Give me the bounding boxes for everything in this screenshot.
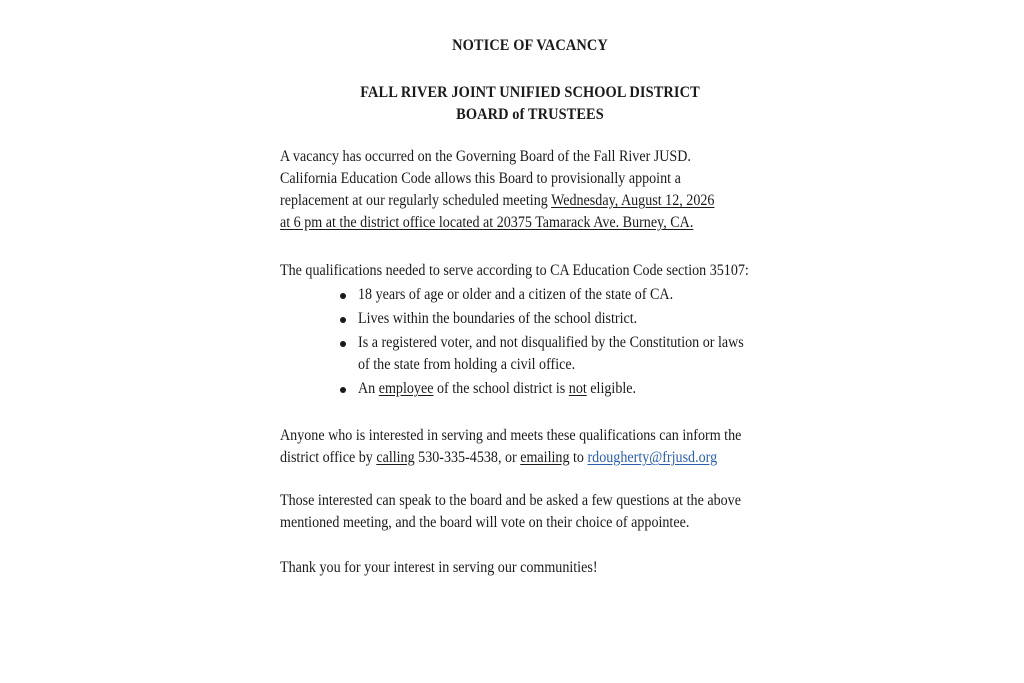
bullet-icon — [340, 341, 346, 347]
list-item-text-continued: of the state from holding a civil office. — [358, 356, 576, 373]
emailing-underlined: emailing — [520, 449, 570, 466]
email-link[interactable]: rdougherty@frjusd.org — [587, 449, 718, 466]
contact-line-2 — [280, 447, 741, 469]
phone-number: 530-335-4538, or — [414, 449, 521, 466]
intro-paragraph — [280, 146, 774, 234]
list-item — [339, 378, 796, 400]
meeting-line-1: Those interested can speak to the board and be asked a few questions at the above — [280, 492, 741, 509]
not-underlined: not — [568, 380, 587, 397]
contact-pre: district office by — [280, 449, 377, 466]
list-item — [339, 332, 796, 376]
calling-underlined: calling — [376, 449, 415, 466]
intro-line-3 — [280, 190, 714, 212]
meeting-date: Wednesday, August 12, 2026 — [551, 192, 715, 209]
list-item-text — [358, 378, 744, 400]
intro-line-2: California Education Code allows this Board to provisionally appoint a — [280, 170, 681, 187]
qualifications-intro-line: The qualifications needed to serve according to CA Education Code section 35107: — [280, 262, 749, 279]
board-name: BOARD of TRUSTEES — [456, 106, 604, 123]
list-item-text: Is a registered voter, and not disqualified by the Constitution or laws — [358, 334, 744, 351]
qualifications-intro — [280, 260, 813, 282]
closing-paragraph — [280, 557, 641, 579]
list-item-text: Lives within the boundaries of the school district. — [358, 310, 638, 327]
eligibility-pre: An — [358, 380, 379, 397]
notice-title: NOTICE OF VACANCY — [452, 37, 608, 54]
employee-underlined: employee — [378, 380, 434, 397]
list-item — [339, 284, 796, 306]
closing-line: Thank you for your interest in serving our communities! — [280, 559, 598, 576]
intro-line-1: A vacancy has occurred on the Governing Board of the Fall River JUSD. — [280, 148, 691, 165]
district-name: FALL RIVER JOINT UNIFIED SCHOOL DISTRICT — [360, 84, 700, 101]
bullet-icon — [340, 387, 346, 393]
eligibility-post: eligible. — [586, 380, 637, 397]
bullet-icon — [340, 317, 346, 323]
intro-line-3-text: replacement at our regularly scheduled meeting — [280, 192, 552, 209]
bullet-icon — [340, 293, 346, 299]
meeting-location: at 6 pm at the district office located at 20375 Tamarack Ave. Burney, CA. — [280, 214, 694, 231]
meeting-line-2: mentioned meeting, and the board will vote on their choice of appointee. — [280, 514, 690, 531]
contact-paragraph — [280, 425, 804, 469]
list-item — [339, 308, 796, 330]
contact-to: to — [569, 449, 588, 466]
meeting-paragraph — [280, 490, 804, 534]
qualifications-list — [339, 284, 796, 400]
contact-line-1: Anyone who is interested in serving and meets these qualifications can inform the — [280, 427, 742, 444]
list-item-text: 18 years of age or older and a citizen of the state of CA. — [358, 286, 674, 303]
eligibility-mid: of the school district is — [433, 380, 569, 397]
